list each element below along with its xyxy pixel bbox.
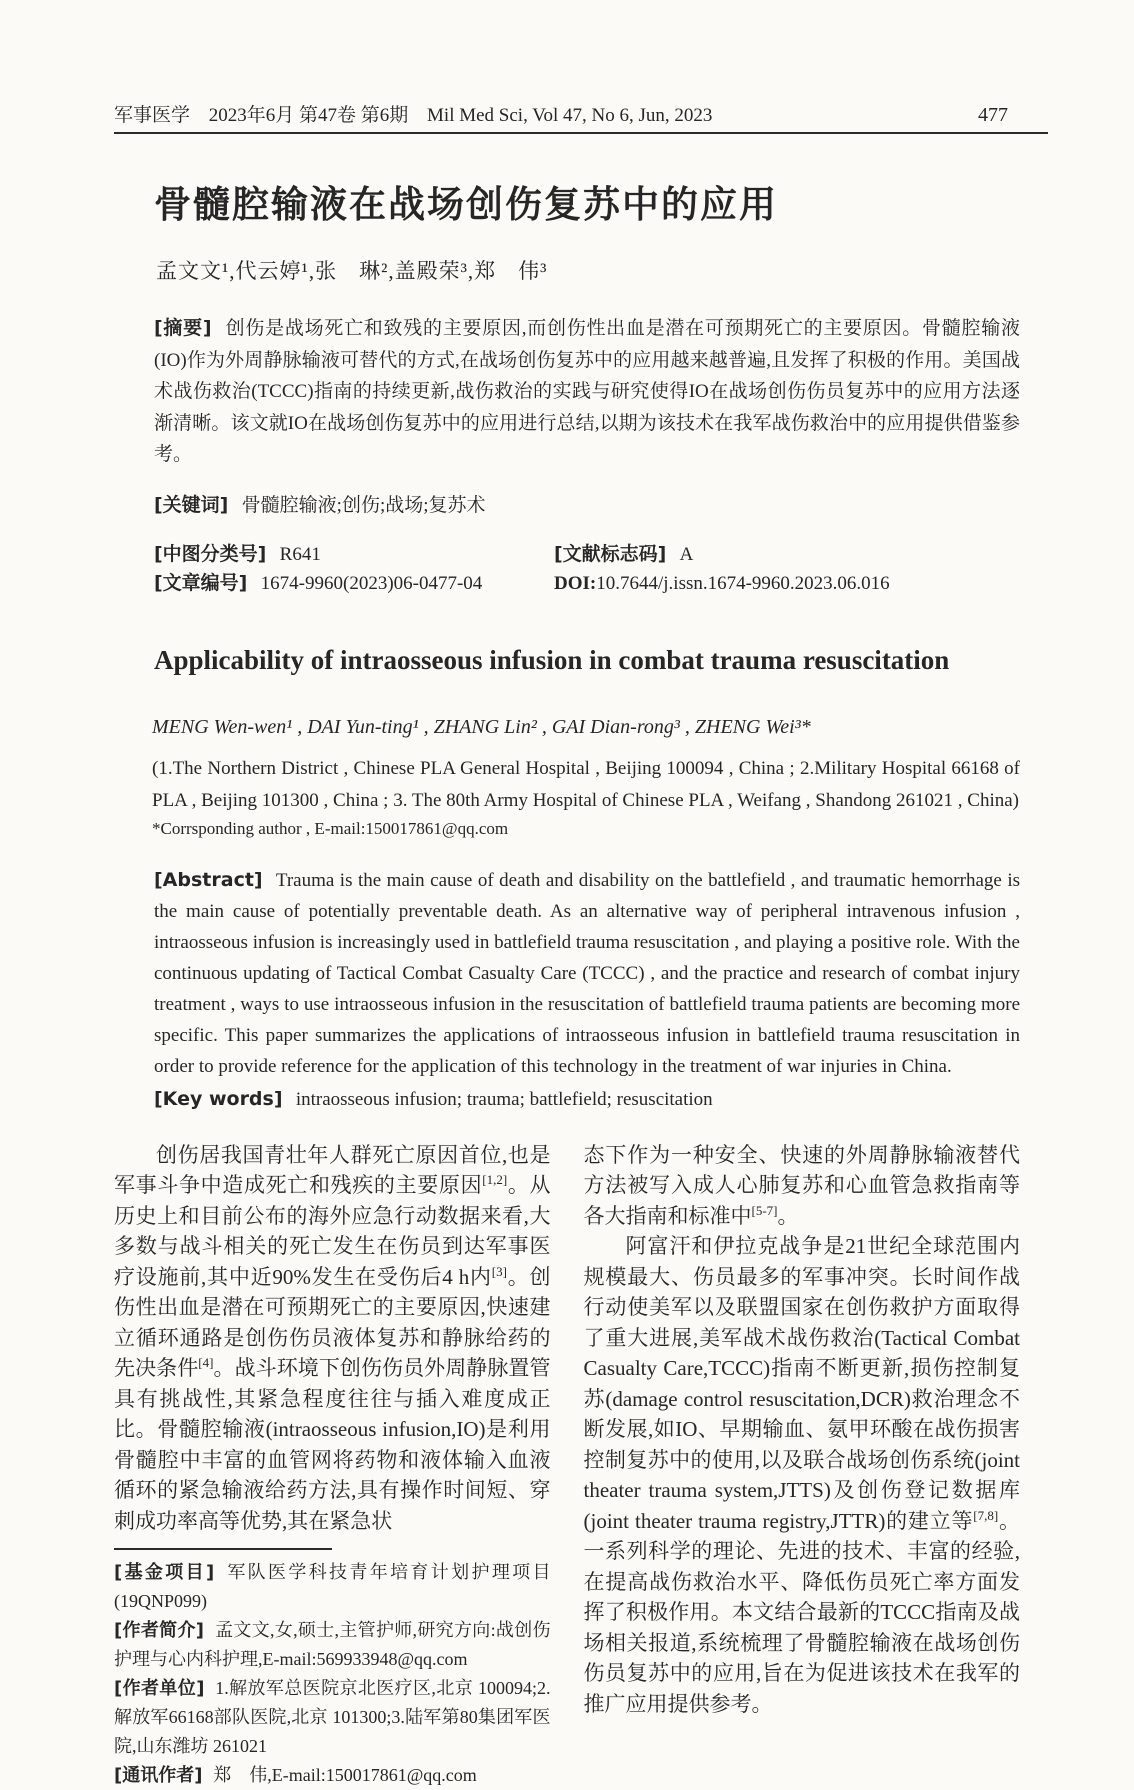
article-title-cn: 骨髓腔输液在战场创伤复苏中的应用 bbox=[154, 174, 1020, 228]
body-paragraph-1: 创伤居我国青壮年人群死亡原因首位,也是军事斗争中造成死亡和残疾的主要原因[1,2]。从历史上和目前公布的海外应急行动数据来看,大多数与战斗相关的死亡发生在伤员到达军事医疗设施前,其中近90%发生在受伤后4 h内[3]。创伤性出血是潜在可预期死亡的主要原因,快速建立循环通路是创伤伤员液体复苏和静脉给药的先决条件[4]。战斗环境下创伤伤员外周静脉置管具有挑战性,其紧急程度往往与插入难度成正比。骨髓腔输液(intraosseous infusion,IO)是利用骨髓腔中丰富的血管网将药物和液体输入血液循环的紧急输液给药方法,具有操作时间短、穿刺成功率高等优势,其在紧急状 bbox=[114, 1140, 551, 1537]
abstract-en-text: Trauma is the main cause of death and disability on the battlefield , and traumatic hemorrhage is the main cause of potentially preventable death. As an alternative way of peripheral intravenous infusion , intraosseous infusion is increasingly used in battlefield trauma resuscitation , and playing a positive role. With the continuous updating of Tactical Combat Casualty Care (TCCC) , and the practice and research of combat injury treatment , ways to use intraosseous infusion in the resuscitation of battlefield trauma patients are becoming more specific. This paper summarizes the applications of intraosseous infusion in battlefield trauma resuscitation in order to provide reference for the application of this technology in the treatment of war injuries in China. bbox=[154, 870, 1020, 1077]
doi-value: 10.7644/j.issn.1674-9960.2023.06.016 bbox=[596, 573, 889, 594]
running-head-left bbox=[114, 100, 726, 127]
affiliation-text: 1.解放军总医院京北医疗区,北京 100094;2.解放军66168部队医院,北京 101300;3.陆军第80集团军医院,山东潍坊 261021 bbox=[114, 1678, 551, 1756]
issue-info-cn: 2023年6月 第47卷 第6期 bbox=[209, 105, 409, 126]
article-no-label: [文章编号] bbox=[154, 572, 247, 594]
keywords-en-text: intraosseous infusion; trauma; battlefield; resuscitation bbox=[296, 1089, 713, 1110]
authors-en: MENG Wen-wen¹ , DAI Yun-ting¹ , ZHANG Lin² , GAI Dian-rong³ , ZHENG Wei³* bbox=[152, 716, 1020, 739]
footnote-rule bbox=[114, 1548, 332, 1550]
keywords-cn bbox=[154, 490, 1020, 521]
journal-name-en: Mil Med Sci, Vol 47, No 6, Jun, 2023 bbox=[427, 105, 712, 126]
corresponding-author-note: *Corrsponding author , E-mail:150017861@qq.com bbox=[152, 819, 1020, 839]
clc-value: R641 bbox=[280, 544, 321, 565]
right-column bbox=[584, 1140, 1021, 1790]
authors-cn: 孟文文¹,代云婷¹,张 琳²,盖殿荣³,郑 伟³ bbox=[156, 255, 1020, 285]
keywords-cn-label: [关键词] bbox=[154, 494, 228, 516]
affiliation-label: [作者单位] bbox=[114, 1678, 204, 1699]
abstract-cn bbox=[154, 313, 1020, 471]
doi-label: DOI: bbox=[554, 573, 596, 594]
keywords-cn-text: 骨髓腔输液;创伤;战场;复苏术 bbox=[242, 495, 486, 516]
footnote-affiliation bbox=[114, 1674, 551, 1761]
clc-cell bbox=[154, 540, 554, 570]
abstract-en bbox=[154, 865, 1020, 1082]
doc-code-value: A bbox=[680, 544, 694, 565]
body-paragraph-1-continued: 态下作为一种安全、快速的外周静脉输液替代方法被写入成人心肺复苏和心血管急救指南等各大指南和标准中[5-7]。 bbox=[584, 1140, 1021, 1232]
keywords-en-label: [Key words] bbox=[154, 1088, 283, 1110]
meta-row-1 bbox=[154, 540, 1020, 570]
footnote-corresponding bbox=[114, 1761, 551, 1790]
biography-text: 孟文文,女,硕士,主管护师,研究方向:战创伤护理与心内科护理,E-mail:569933948@qq.com bbox=[114, 1620, 551, 1669]
body-paragraph-2: 阿富汗和伊拉克战争是21世纪全球范围内规模最大、伤员最多的军事冲突。长时间作战行动使美军以及联盟国家在创伤救护方面取得了重大进展,美军战术战伤救治(Tactical Combat Casualty Care,TCCC)指南不断更新,损伤控制复苏(damage control resuscitation,DCR)救治理念不断发展,如IO、早期输血、氨甲环酸在战伤损害控制复苏中的使用,以及联合战场创伤系统(joint theater trauma system,JTTS)及创伤登记数据库(joint theater trauma registry,JTTR)的建立等[7,8]。一系列科学的理论、先进的技术、丰富的经验,在提高战伤救治水平、降低伤员死亡率方面发挥了积极作用。本文结合最新的TCCC指南及战场相关报道,系统梳理了骨髓腔输液在战场创伤伤员复苏中的应用,旨在为促进该技术在我军的推广应用提供参考。 bbox=[584, 1231, 1021, 1719]
doc-code-cell bbox=[554, 540, 693, 570]
keywords-en bbox=[154, 1084, 1020, 1115]
article-title-en: Applicability of intraosseous infusion in combat trauma resuscitation bbox=[154, 645, 1020, 676]
fund-label: [基金项目] bbox=[114, 1562, 214, 1583]
affiliations-en: (1.The Northern District , Chinese PLA General Hospital , Beijing 100094 , China ; 2.Military Hospital 66168 of PLA , Beijing 101300 , China ; 3. The 80th Army Hospital of Chinese PLA , Weifang , Shandong 261021 , China) bbox=[152, 753, 1020, 817]
doc-code-label: [文献标志码] bbox=[554, 543, 666, 565]
footnote-block bbox=[114, 1548, 551, 1790]
abstract-en-label: [Abstract] bbox=[154, 869, 263, 891]
doi-cell bbox=[554, 569, 890, 599]
clc-label: [中图分类号] bbox=[154, 543, 266, 565]
body-columns bbox=[114, 1140, 1020, 1790]
page-number: 477 bbox=[978, 104, 1048, 127]
footnote-fund bbox=[114, 1558, 551, 1616]
biography-label: [作者简介] bbox=[114, 1620, 204, 1641]
journal-name-cn: 军事医学 bbox=[114, 105, 190, 126]
abstract-cn-text: 创伤是战场死亡和致残的主要原因,而创伤性出血是潜在可预期死亡的主要原因。骨髓腔输液(IO)作为外周静脉输液可替代的方式,在战场创伤复苏中的应用越来越普遍,且发挥了积极的作用。美国战术战伤救治(TCCC)指南的持续更新,战伤救治的实践与研究使得IO在战场创伤伤员复苏中的应用方法逐渐清晰。该文就IO在战场创伤复苏中的应用进行总结,以期为该技术在我军战伤救治中的应用提供借鉴参考。 bbox=[154, 318, 1020, 465]
meta-row-2 bbox=[154, 569, 1020, 599]
article-no-cell bbox=[154, 569, 554, 599]
article-no-value: 1674-9960(2023)06-0477-04 bbox=[261, 573, 483, 594]
corresponding-text: 郑 伟,E-mail:150017861@qq.com bbox=[213, 1765, 477, 1785]
fund-text: 军队医学科技青年培育计划护理项目(19QNP099) bbox=[114, 1562, 551, 1611]
running-head bbox=[114, 0, 1048, 134]
abstract-cn-label: [摘要] bbox=[154, 317, 212, 339]
footnote-biography bbox=[114, 1616, 551, 1674]
corresponding-label: [通讯作者] bbox=[114, 1765, 202, 1786]
left-column bbox=[114, 1140, 551, 1790]
front-matter-cn bbox=[154, 313, 1020, 599]
